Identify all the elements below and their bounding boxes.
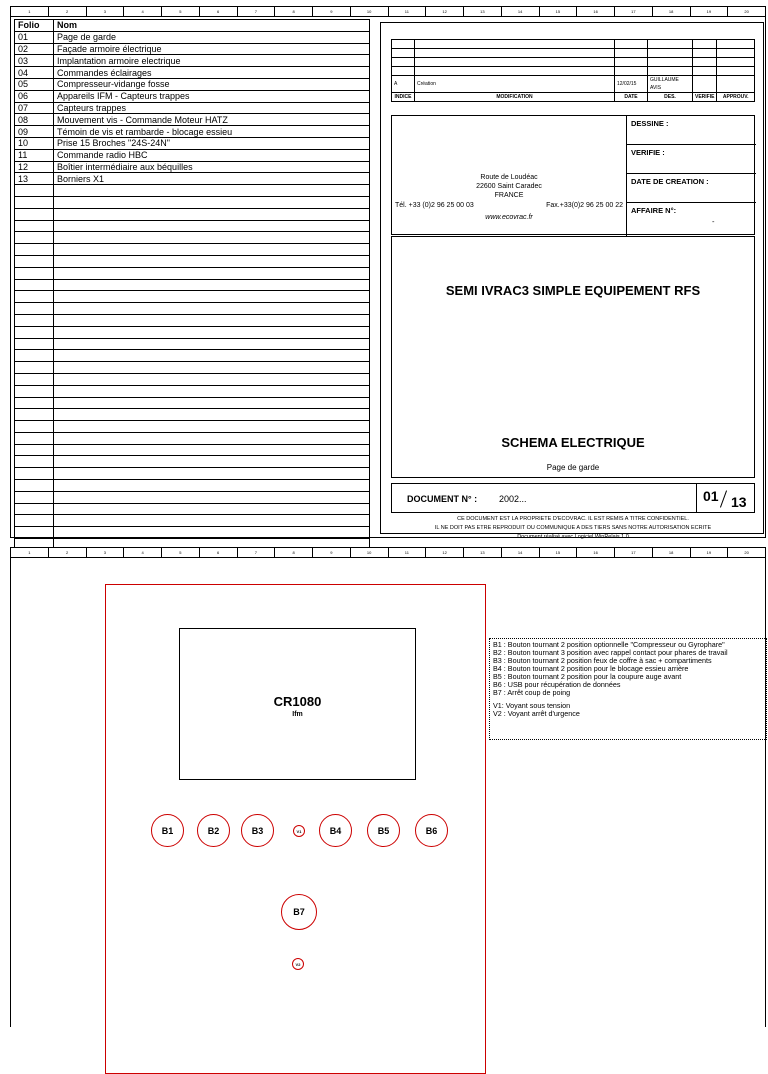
table-row — [15, 196, 370, 208]
table-row — [15, 326, 370, 338]
table-row — [15, 432, 370, 444]
table-row — [15, 503, 370, 515]
title-block — [380, 22, 764, 540]
folio-number: 12 — [15, 161, 54, 173]
ruler-cell: 13 — [464, 548, 502, 557]
ruler-cell: 9 — [313, 548, 351, 557]
slash-divider — [720, 490, 727, 507]
table-row — [15, 291, 370, 303]
folio-number: 04 — [15, 67, 54, 79]
folio-name: Mouvement vis - Commande Moteur HATZ — [54, 114, 370, 126]
folio-header: Folio — [15, 20, 54, 32]
ruler-cell: 7 — [238, 548, 276, 557]
ruler-cell: 11 — [389, 548, 427, 557]
ruler-cell: 14 — [502, 7, 540, 16]
table-row — [15, 161, 370, 173]
document-value: 2002... — [499, 494, 527, 504]
page-title: Page de garde — [546, 463, 600, 472]
company-fax: Fax.+33(0)2 96 25 00 22 — [546, 202, 623, 209]
verifie-field: VERIFIE : — [627, 145, 756, 174]
folio-name: Façade armoire électrique — [54, 43, 370, 55]
legend-item: B6 : USB pour récupération de données — [493, 680, 621, 689]
company-website: www.ecovrac.fr — [485, 214, 533, 221]
ruler-cell: 7 — [238, 7, 276, 16]
legend-indicator-item: V2 : Voyant arrêt d'urgence — [493, 709, 580, 718]
ruler-cell: 19 — [691, 7, 729, 16]
ruler-cell: 5 — [162, 7, 200, 16]
table-row — [15, 314, 370, 326]
indicator-v2: V2 — [292, 958, 304, 970]
legend-item: B7 : Arrêt coup de poing — [493, 688, 571, 697]
table-row — [15, 114, 370, 126]
table-row — [15, 55, 370, 67]
table-row — [15, 149, 370, 161]
ruler-cell: 4 — [124, 7, 162, 16]
button-b1: B1 — [151, 814, 184, 847]
table-row — [15, 232, 370, 244]
ruler-cell: 10 — [351, 548, 389, 557]
folio-number: 07 — [15, 102, 54, 114]
table-row — [15, 409, 370, 421]
ruler-cell: 20 — [744, 550, 749, 555]
table-row — [15, 468, 370, 480]
table-row — [15, 31, 370, 43]
nom-header: Nom — [54, 20, 370, 32]
controller-name: CR1080 — [273, 694, 322, 709]
company-address: Route de Loudéac 22600 Saint Caradec FRANCE Tél. +33 (0)2 96 25 00 03 Fax.+33(0)2 96 25 00 22 www.ecovrac.fr — [392, 116, 627, 236]
ruler-cell: 16 — [577, 548, 615, 557]
folio-number: 13 — [15, 173, 54, 185]
folio-name: Témoin de vis et rambarde - blocage essieu — [54, 126, 370, 138]
table-row — [15, 385, 370, 397]
button-b5: B5 — [367, 814, 400, 847]
table-row — [15, 137, 370, 149]
legend-item: B3 : Bouton tournant 2 position feux de coffre à sac + compartiments — [493, 656, 712, 665]
folio-name: Appareils IFM - Capteurs trappes — [54, 90, 370, 102]
ruler-cell: 1 — [11, 7, 49, 16]
ruler-cell: 12 — [426, 548, 464, 557]
company-block — [391, 115, 755, 235]
table-row — [15, 279, 370, 291]
table-row — [15, 397, 370, 409]
folio-number: 03 — [15, 55, 54, 67]
table-row — [15, 267, 370, 279]
ruler-cell: 15 — [540, 548, 578, 557]
table-row — [15, 527, 370, 539]
folio-number: 08 — [15, 114, 54, 126]
table-row — [15, 126, 370, 138]
folio-number: 01 — [15, 31, 54, 43]
table-row — [15, 220, 370, 232]
table-row — [15, 102, 370, 114]
revision-row: A Création 12/02/15 GUILLAUME AVIS — [392, 76, 755, 93]
folio-name: Borniers X1 — [54, 173, 370, 185]
folio-name: Implantation armoire electrique — [54, 55, 370, 67]
table-row — [15, 362, 370, 374]
folio-name: Commande radio HBC — [54, 149, 370, 161]
button-b7: B7 — [281, 894, 317, 930]
ruler-cell: 18 — [653, 7, 691, 16]
schema-title: SCHEMA ELECTRIQUE — [501, 435, 645, 450]
cover-sheet — [10, 6, 766, 538]
table-row — [15, 185, 370, 197]
folio-number: 06 — [15, 90, 54, 102]
ruler-cell: 20 — [744, 9, 749, 14]
table-row — [15, 480, 370, 492]
reproduction-notice: IL NE DOIT PAS ETRE REPRODUIT OU COMMUNIQUE A DES TIERS SANS NOTRE AUTORISATION ECRITE — [434, 525, 712, 531]
affaire-field: AFFAIRE N°: - — [631, 206, 715, 226]
folio-number: 10 — [15, 137, 54, 149]
date-creation-field: DATE DE CREATION : — [627, 174, 756, 203]
legend-item: B5 : Bouton tournant 2 position pour la coupure auge avant — [493, 672, 682, 681]
document-label: DOCUMENT N° : — [407, 494, 478, 504]
ruler-cell: 18 — [653, 548, 691, 557]
title-area — [391, 236, 755, 478]
revision-table — [391, 39, 755, 102]
ruler-cell: 8 — [275, 7, 313, 16]
controller-brand: Ifm — [292, 711, 303, 718]
button-b6: B6 — [415, 814, 448, 847]
confidential-notice: CE DOCUMENT EST LA PROPRIETE D'ECOVRAC. IL EST REMIS A TITRE CONFIDENTIEL. — [457, 516, 689, 522]
ruler-cell: 2 — [49, 7, 87, 16]
button-legend — [489, 638, 767, 740]
panel-sheet — [10, 547, 766, 1027]
folio-number: 11 — [15, 149, 54, 161]
legend-item: B4 : Bouton tournant 2 position pour le blocage essieu arrière — [493, 664, 689, 673]
table-row — [15, 421, 370, 433]
indicator-v1: V1 — [293, 825, 305, 837]
table-row — [15, 255, 370, 267]
table-row — [15, 373, 370, 385]
folio-number: 02 — [15, 43, 54, 55]
folio-number: 05 — [15, 78, 54, 90]
ruler-cell: 16 — [577, 7, 615, 16]
folio-name: Boîtier intermédiaire aux béquilles — [54, 161, 370, 173]
legend-item: B1 : Bouton tournant 2 position optionnelle "Compresseur ou Gyrophare" — [493, 640, 725, 649]
ruler-cell: 12 — [426, 7, 464, 16]
company-tel: Tél. +33 (0)2 96 25 00 03 — [395, 202, 474, 209]
ruler-cell: 3 — [87, 548, 125, 557]
ruler-cell: 5 — [162, 548, 200, 557]
ruler-cell: 11 — [389, 7, 427, 16]
table-row — [15, 67, 370, 79]
legend-indicator-item: V1: Voyant sous tension — [493, 701, 571, 710]
ruler-cell: 9 — [313, 7, 351, 16]
ruler-cell: 13 — [464, 7, 502, 16]
table-row — [15, 173, 370, 185]
table-row — [15, 456, 370, 468]
ruler-cell: 4 — [124, 548, 162, 557]
page-number: 01 13 — [696, 484, 757, 512]
ruler-cell: 2 — [49, 548, 87, 557]
button-b4: B4 — [319, 814, 352, 847]
table-row — [15, 43, 370, 55]
column-ruler — [11, 7, 765, 17]
revision-header: INDICE MODIFICATION DATE DES. VERIFIE APPROUV. — [392, 93, 755, 102]
legend-item: B2 : Bouton tournant 3 position avec rappel contact pour phares de travail — [493, 648, 728, 657]
button-b3: B3 — [241, 814, 274, 847]
ruler-cell: 8 — [275, 548, 313, 557]
ruler-cell: 1 — [11, 548, 49, 557]
table-header — [15, 20, 370, 32]
ruler-cell: 6 — [200, 7, 238, 16]
ruler-cell: 17 — [615, 7, 653, 16]
folio-name: Prise 15 Broches "24S-24N" — [54, 137, 370, 149]
project-title: SEMI IVRAC3 SIMPLE EQUIPEMENT RFS — [445, 283, 701, 298]
table-row — [15, 208, 370, 220]
software-notice: Document réalisé avec Logiciel WinRelais 1.0 — [517, 534, 629, 540]
folio-name: Page de garde — [54, 31, 370, 43]
table-row — [15, 444, 370, 456]
table-row — [15, 491, 370, 503]
column-ruler — [11, 548, 765, 558]
ruler-cell: 19 — [691, 548, 729, 557]
controller-display — [179, 628, 416, 780]
folio-name: Commandes éclairages — [54, 67, 370, 79]
ruler-cell: 15 — [540, 7, 578, 16]
dessine-field: DESSINE : — [627, 116, 756, 145]
ruler-cell: 17 — [615, 548, 653, 557]
ruler-cell: 6 — [200, 548, 238, 557]
ruler-cell: 14 — [502, 548, 540, 557]
folio-name: Capteurs trappes — [54, 102, 370, 114]
folio-name: Compresseur-vidange fosse — [54, 78, 370, 90]
folio-table — [14, 19, 370, 563]
ruler-cell: 3 — [87, 7, 125, 16]
folio-number: 09 — [15, 126, 54, 138]
button-b2: B2 — [197, 814, 230, 847]
document-number-block — [391, 483, 755, 513]
table-row — [15, 338, 370, 350]
ruler-cell: 10 — [351, 7, 389, 16]
table-row — [15, 515, 370, 527]
table-row — [15, 78, 370, 90]
approval-fields — [627, 116, 756, 236]
table-row — [15, 90, 370, 102]
table-row — [15, 244, 370, 256]
table-row — [15, 303, 370, 315]
table-row — [15, 350, 370, 362]
